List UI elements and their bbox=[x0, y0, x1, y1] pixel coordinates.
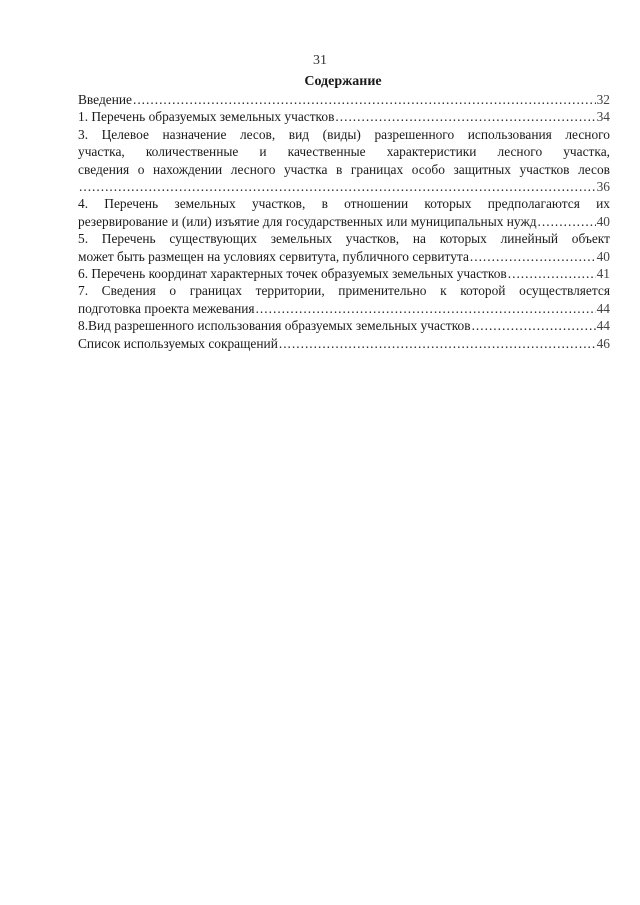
toc-entry-text: подготовка проекта межевания bbox=[78, 300, 255, 316]
toc-entry-text: 8.Вид разрешенного использования образуемых земельных участков bbox=[78, 318, 471, 334]
toc-entry-8 bbox=[78, 317, 610, 334]
toc-page-number: 40 bbox=[596, 213, 610, 229]
dot-leader bbox=[335, 108, 595, 125]
table-of-contents bbox=[78, 91, 610, 352]
toc-entry-text: 6. Перечень координат характерных точек образуемых земельных участков bbox=[78, 266, 507, 282]
toc-page-number: 44 bbox=[596, 300, 610, 316]
toc-page-number: 46 bbox=[596, 335, 610, 351]
dot-leader bbox=[133, 91, 596, 108]
toc-entry-6 bbox=[78, 265, 610, 282]
toc-entry-3 bbox=[78, 126, 610, 196]
toc-entry-leader bbox=[78, 248, 610, 265]
toc-entry-leader bbox=[78, 300, 610, 317]
toc-entry-leader bbox=[78, 335, 610, 352]
toc-title: Содержание bbox=[304, 74, 382, 89]
toc-entry-text: Список используемых сокращений bbox=[78, 335, 278, 351]
toc-entry-leader bbox=[78, 178, 610, 195]
dot-leader bbox=[538, 213, 596, 230]
toc-entry-text: может быть размещен на условиях сервитута, публичного сервитута bbox=[78, 248, 469, 264]
dot-leader bbox=[79, 178, 596, 195]
toc-entry-4 bbox=[78, 195, 610, 230]
toc-entry-introduction bbox=[78, 91, 610, 108]
dot-leader bbox=[256, 300, 596, 317]
toc-page-number: 32 bbox=[596, 92, 610, 107]
toc-entry-text: резервирование и (или) изъятие для государственных или муниципальных нужд bbox=[78, 213, 537, 229]
toc-page-number: 40 bbox=[596, 248, 610, 264]
dot-leader bbox=[472, 317, 596, 334]
toc-page-number: 41 bbox=[596, 266, 610, 282]
dot-leader bbox=[279, 335, 596, 352]
toc-page-number: 36 bbox=[596, 179, 610, 195]
toc-entry-line: 3. Целевое назначение лесов, вид (виды) разрешенного использования лесного bbox=[78, 126, 610, 142]
toc-page-number: 44 bbox=[596, 318, 610, 334]
toc-entry-text: 1. Перечень образуемых земельных участков bbox=[78, 109, 335, 125]
toc-page-number: 34 bbox=[596, 109, 610, 125]
page-number: 31 bbox=[313, 53, 327, 68]
toc-entry-7 bbox=[78, 282, 610, 317]
toc-entry-leader bbox=[78, 317, 610, 334]
toc-entry-5 bbox=[78, 230, 610, 265]
toc-entry-leader bbox=[78, 91, 610, 108]
toc-entry-text: Введение bbox=[78, 92, 132, 107]
toc-entry-line: 7. Сведения о границах территории, применительно к которой осуществляется bbox=[78, 283, 610, 299]
toc-entry-leader bbox=[78, 108, 610, 125]
toc-entry-leader bbox=[78, 265, 610, 282]
toc-entry-1 bbox=[78, 108, 610, 125]
dot-leader bbox=[508, 265, 596, 282]
dot-leader bbox=[470, 248, 596, 265]
toc-entry-line: 5. Перечень существующих земельных участков, на которых линейный объект bbox=[78, 231, 610, 247]
toc-entry-leader bbox=[78, 213, 610, 230]
toc-entry-line: 4. Перечень земельных участков, в отношении которых предполагаются их bbox=[78, 196, 610, 212]
toc-entry-line: сведения о нахождении лесного участка в границах особо защитных участков лесов bbox=[78, 161, 610, 177]
toc-entry-abbreviations bbox=[78, 335, 610, 352]
toc-entry-line: участка, количественные и качественные характеристики лесного участка, bbox=[78, 144, 610, 160]
